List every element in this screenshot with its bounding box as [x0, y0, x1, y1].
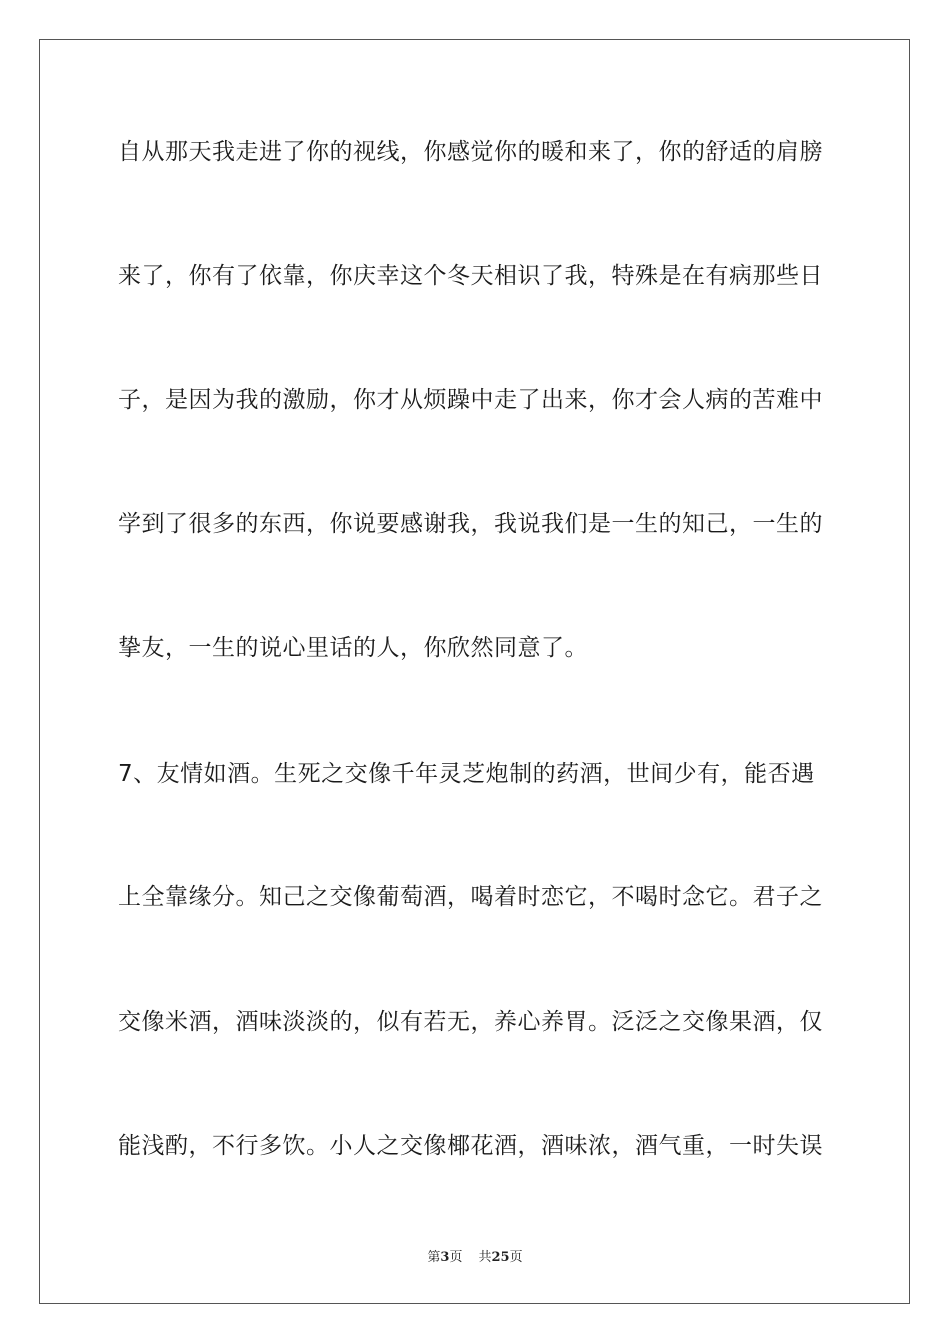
page-border — [39, 39, 910, 1304]
page-prefix: 第 — [427, 1250, 441, 1265]
body-text-line: 子，是因为我的激励，你才从烦躁中走了出来，你才会人病的苦难中 — [118, 387, 823, 413]
body-text-line: 能浅酌，不行多饮。小人之交像椰花酒，酒味浓，酒气重，一时失误 — [118, 1133, 823, 1159]
page-suffix: 页 — [449, 1250, 463, 1265]
total-pages: 25 — [491, 1250, 510, 1265]
page-footer — [0, 1246, 950, 1265]
body-text-line: 上全靠缘分。知己之交像葡萄酒，喝着时恋它，不喝时念它。君子之 — [118, 884, 823, 910]
body-text-line: 学到了很多的东西，你说要感谢我，我说我们是一生的知己，一生的 — [118, 511, 823, 537]
body-text-line: 来了，你有了依靠，你庆幸这个冬天相识了我，特殊是在有病那些日 — [118, 263, 823, 289]
body-text-line: 挚友，一生的说心里话的人，你欣然同意了。 — [118, 635, 588, 661]
page-number: 3 — [440, 1250, 450, 1265]
total-suffix: 页 — [509, 1250, 523, 1265]
body-text-line: 7、友情如酒。生死之交像千年灵芝炮制的药酒，世间少有，能否遇 — [118, 761, 815, 787]
body-text-line: 自从那天我走进了你的视线，你感觉你的暖和来了，你的舒适的肩膀 — [118, 139, 823, 165]
total-prefix: 共 — [478, 1250, 492, 1265]
body-text-line: 交像米酒，酒味淡淡的，似有若无，养心养胃。泛泛之交像果酒，仅 — [118, 1009, 823, 1035]
